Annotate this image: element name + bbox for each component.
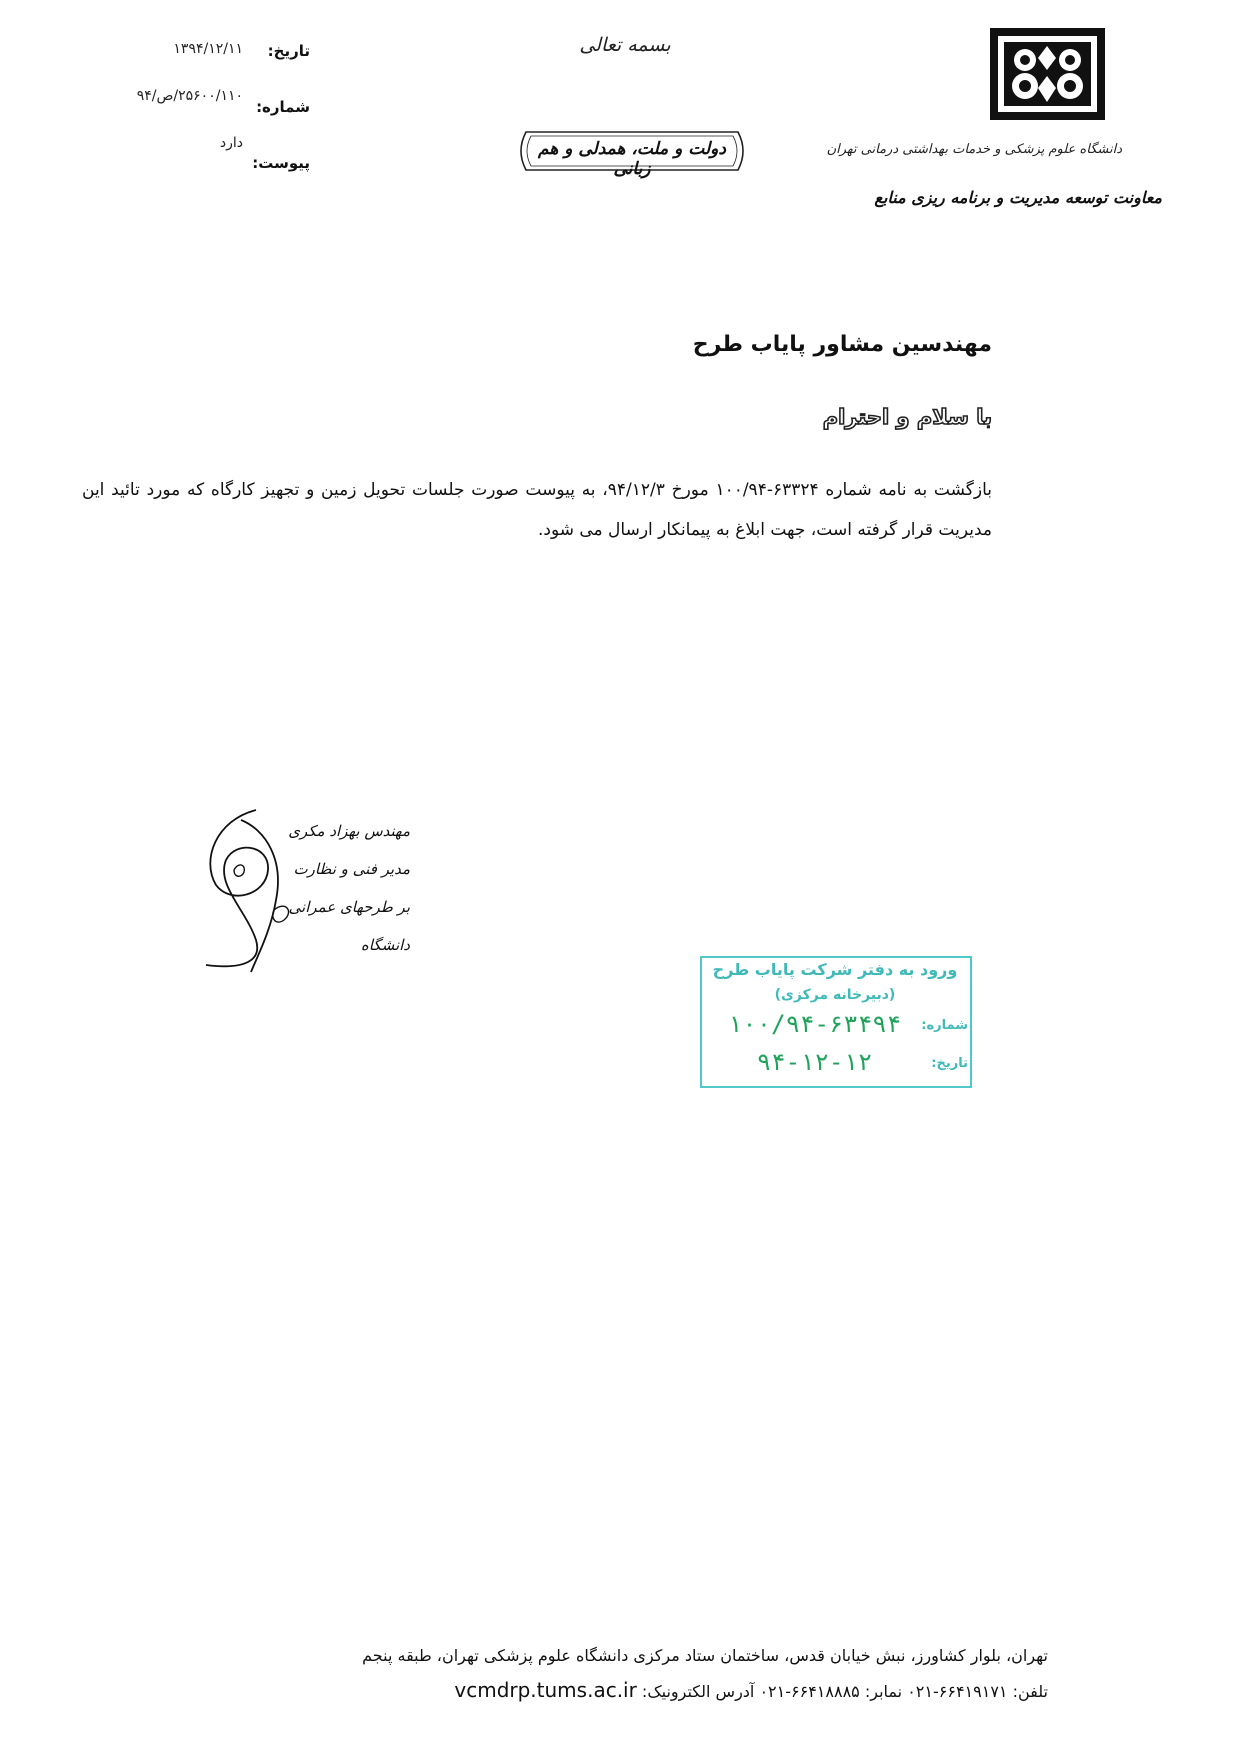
stamp-number-label: شماره:: [921, 1018, 968, 1033]
recipient-heading: مهندسین مشاور پایاب طرح: [692, 332, 992, 357]
number-label: شماره:: [256, 98, 310, 116]
deputy-name: معاونت توسعه مدیریت و برنامه ریزی منابع: [874, 188, 1162, 207]
footer-contact-text: تلفن: ۶۶۴۱۹۱۷۱-۰۲۱ نمابر: ۶۶۴۱۸۸۸۵-۰۲۱ آدرس الکترونیک:: [641, 1682, 1048, 1701]
date-value: ۱۳۹۴/۱۲/۱۱: [173, 41, 243, 57]
stamp-number-value: ۱۰۰/۹۴-۶۳۴۹۴: [727, 1010, 902, 1038]
university-logo-icon: [990, 28, 1105, 120]
footer-website-link[interactable]: vcmdrp.tums.ac.ir: [454, 1678, 637, 1702]
invocation-text: بسمه تعالی: [579, 34, 671, 56]
footer-address: تهران، بلوار کشاورز، نبش خیابان قدس، ساختمان ستاد مرکزی دانشگاه علوم پزشکی تهران، طبقه پنجم: [362, 1646, 1048, 1665]
attachment-label: پیوست:: [252, 154, 310, 172]
slogan-text: دولت و ملت، همدلی و هم زبانی: [538, 139, 726, 179]
stamp-date-value: ۹۴-۱۲-۱۲: [756, 1048, 873, 1076]
university-name: دانشگاه علوم پزشکی و خدمات بهداشتی درمانی تهران: [826, 142, 1122, 157]
date-label: تاریخ:: [267, 42, 310, 60]
signer-department: بر طرحهای عمرانی دانشگاه: [288, 898, 410, 954]
footer-contact: [68, 1678, 1048, 1702]
stamp-date-label: تاریخ:: [931, 1056, 968, 1071]
signer-name: مهندس بهزاد مکری: [288, 822, 410, 840]
letter-body: بازگشت به نامه شماره ۶۳۳۲۴-۱۰۰/۹۴ مورخ ۹۴/۱۲/۳، به پیوست صورت جلسات تحویل زمین و تجهیز کارگاه که مورد تائید این مدیریت قرار گرفته است، جهت ابلاغ به پیمانکار ارسال می شود.: [82, 480, 992, 540]
attachment-value: دارد: [219, 135, 243, 151]
signature-block: [275, 812, 410, 964]
greeting-text: با سلام و احترام: [822, 405, 992, 429]
number-value: ۲۵۶۰۰/۱۱۰/ص/۹۴: [136, 88, 243, 104]
stamp-title: ورود به دفتر شرکت پایاب طرح: [712, 960, 958, 979]
stamp-subtitle: (دبیرخانه مرکزی): [774, 987, 896, 1003]
signer-title: مدیر فنی و نظارت: [293, 860, 410, 878]
